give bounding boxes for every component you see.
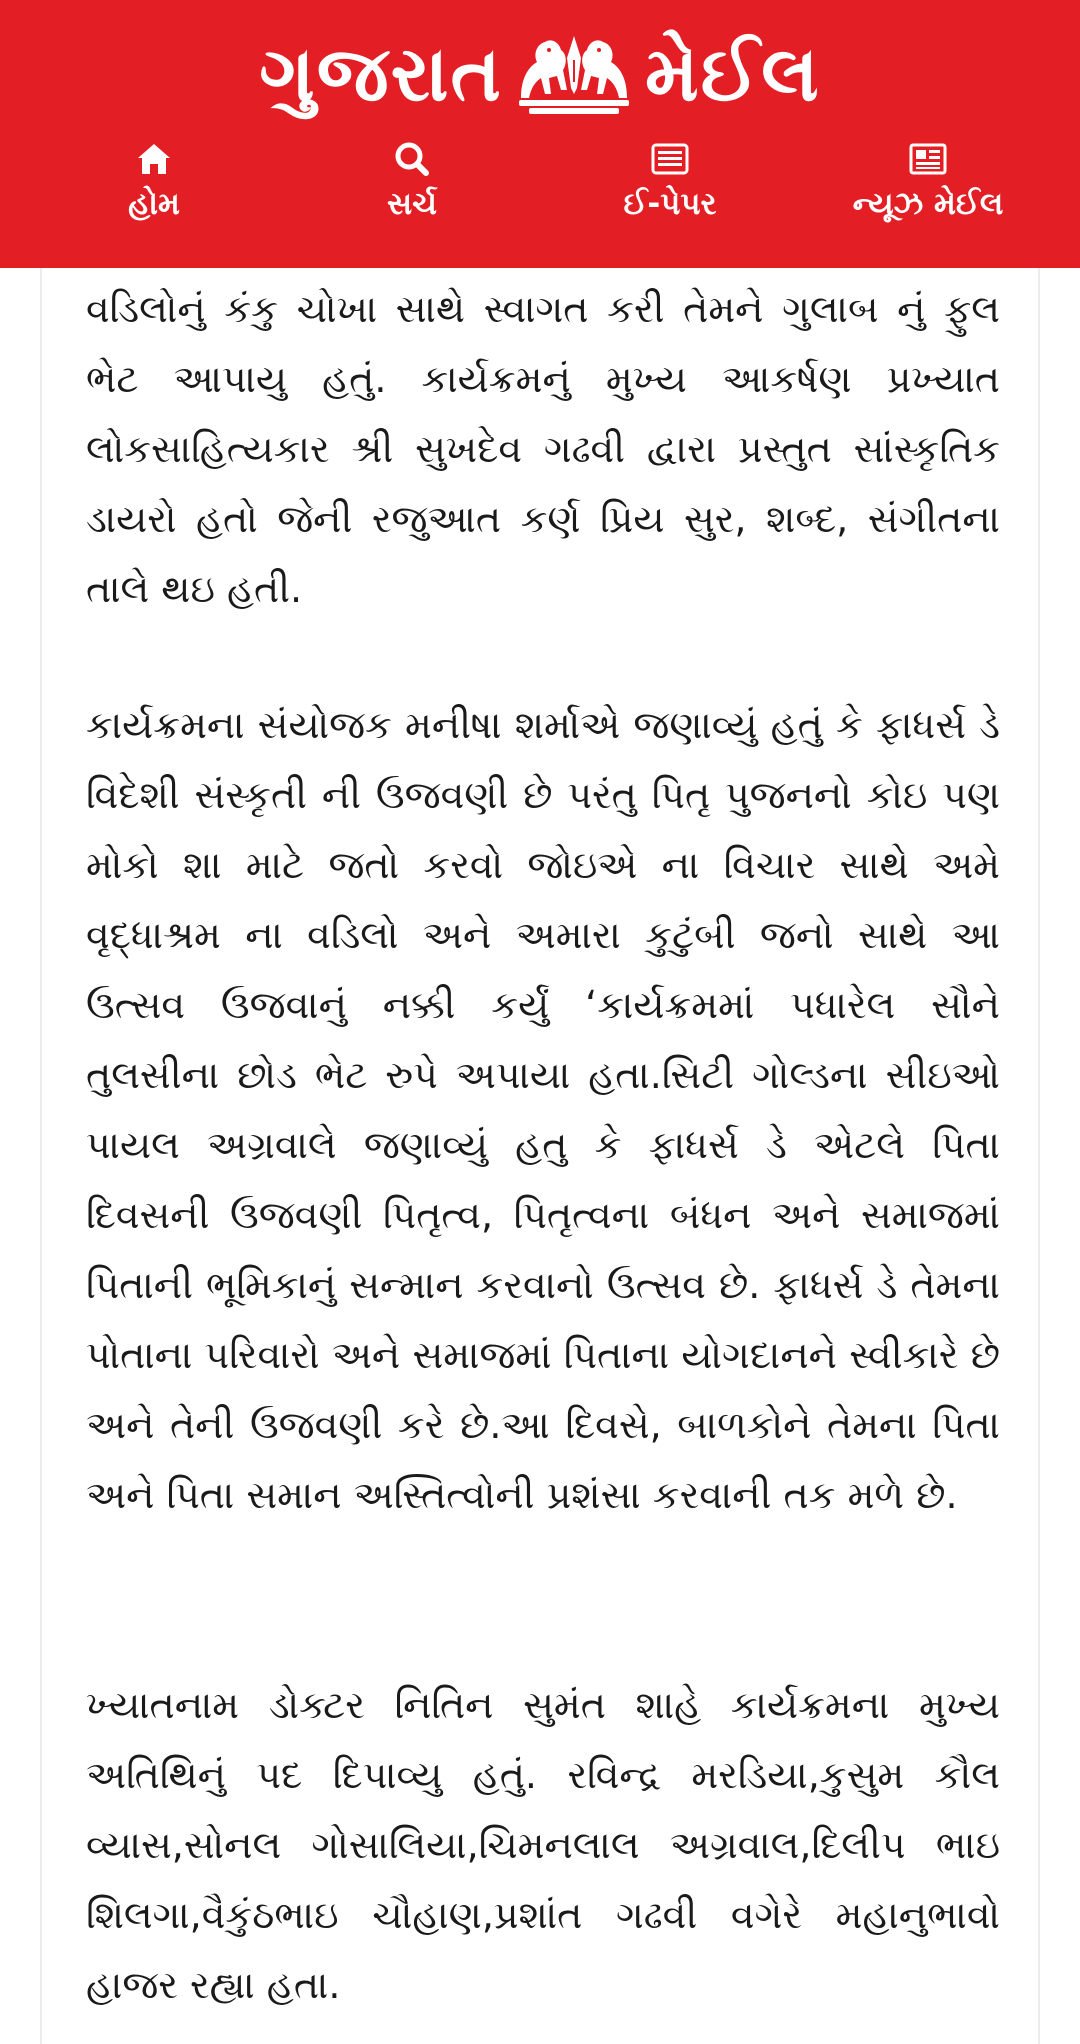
newspaper-icon [908, 140, 948, 178]
nav-label-epaper: ઈ-પેપર [623, 186, 717, 222]
nav-label-news-mail: ન્યૂઝ મેઈલ [852, 186, 1004, 222]
nav-item-epaper[interactable] [550, 132, 790, 242]
site-logo[interactable] [0, 24, 1080, 124]
article-paragraph-2: કાર્યક્રમના સંયોજક મનીષા શર્માએ જણાવ્યું હતું કે ફાધર્સ ડે વિદેશી સંસ્કૃતી ની ઉજવણી છે પરંતુ પિતૃ પુજનનો કોઇ પણ મોકો શા માટે જતો કરવો જોઇએ ના વિચાર સાથે અમે વૃદ્ધાશ્રમ ના વડિલો અને અમારા કુટુંબી જનો સાથે આ ઉત્સવ ઉજવાનું નક્કી કર્યું ‘કાર્યક્રમમાં પધારેલ સૌને તુલસીના છોડ ભેટ રુપે અપાયા હતા.સિટી ગોલ્ડના સીઇઓ પાયલ અગ્રવાલે જણાવ્યું હતુ કે ફાધર્સ ડે એટલે પિતા દિવસની ઉજવણી પિતૃત્વ, પિતૃત્વના બંધન અને સમાજમાં પિતાની ભૂમિકાનું સન્માન કરવાનો ઉત્સવ છે. ફાધર્સ ડે તેમના પોતાના પરિવારો અને સમાજમાં પિતાના યોગદાનને સ્વીકારે છે અને તેની ઉજવણી કરે છે.આ દિવસે, બાળકોને તેમના પિતા અને પિતા સમાન અસ્તિત્વોની પ્રશંસા કરવાની તક મળે છે. [86, 703, 1000, 1517]
lion-emblem-icon [515, 28, 633, 120]
article-paragraph-1: વડિલોનું કંકુ ચોખા સાથે સ્વાગત કરી તેમને ગુલાબ નું ફુલ ભેટ આપાયુ હતું. કાર્યક્રમનું મુખ્ય આકર્ષણ પ્રખ્યાત લોકસાહિત્યકાર શ્રી સુખદેવ ગઢવી દ્વારા પ્રસ્તુત સાંસ્કૃતિક ડાયરો હતો જેની રજુઆત કર્ણ પ્રિય સુર, શબ્દ, સંગીતના તાલે થઇ હતી. [86, 287, 1000, 611]
nav-item-search[interactable] [292, 132, 532, 242]
epaper-icon [650, 140, 690, 178]
nav-item-news-mail[interactable] [808, 132, 1048, 242]
nav-label-search: સર્ચ [387, 186, 437, 222]
nav-label-home: હોમ [128, 186, 180, 222]
home-icon [134, 140, 174, 178]
nav-item-home[interactable] [34, 132, 274, 242]
site-header [0, 0, 1080, 268]
logo-text-left: ગુજરાત [259, 29, 503, 118]
logo-text-right: મેઈલ [644, 29, 821, 118]
article-container [40, 268, 1040, 2044]
article-paragraph-3: ખ્યાતનામ ડોક્ટર નિતિન સુમંત શાહે કાર્યક્રમના મુખ્ય અતિથિનું પદ દિપાવ્યુ હતું. રવિન્દ્ર મરડિયા,કુસુમ કૌલ વ્યાસ,સોનલ ગોસાલિયા,ચિમનલાલ અગ્રવાલ,દિલીપ ભાઇ શિલગા,વૈકુંઠભાઇ ચૌહાણ,પ્રશાંત ગઢવી વગેરે મહાનુભાવો હાજર રહ્યા હતા. [86, 1683, 1000, 2007]
search-icon [392, 140, 432, 178]
main-nav [0, 132, 1080, 242]
